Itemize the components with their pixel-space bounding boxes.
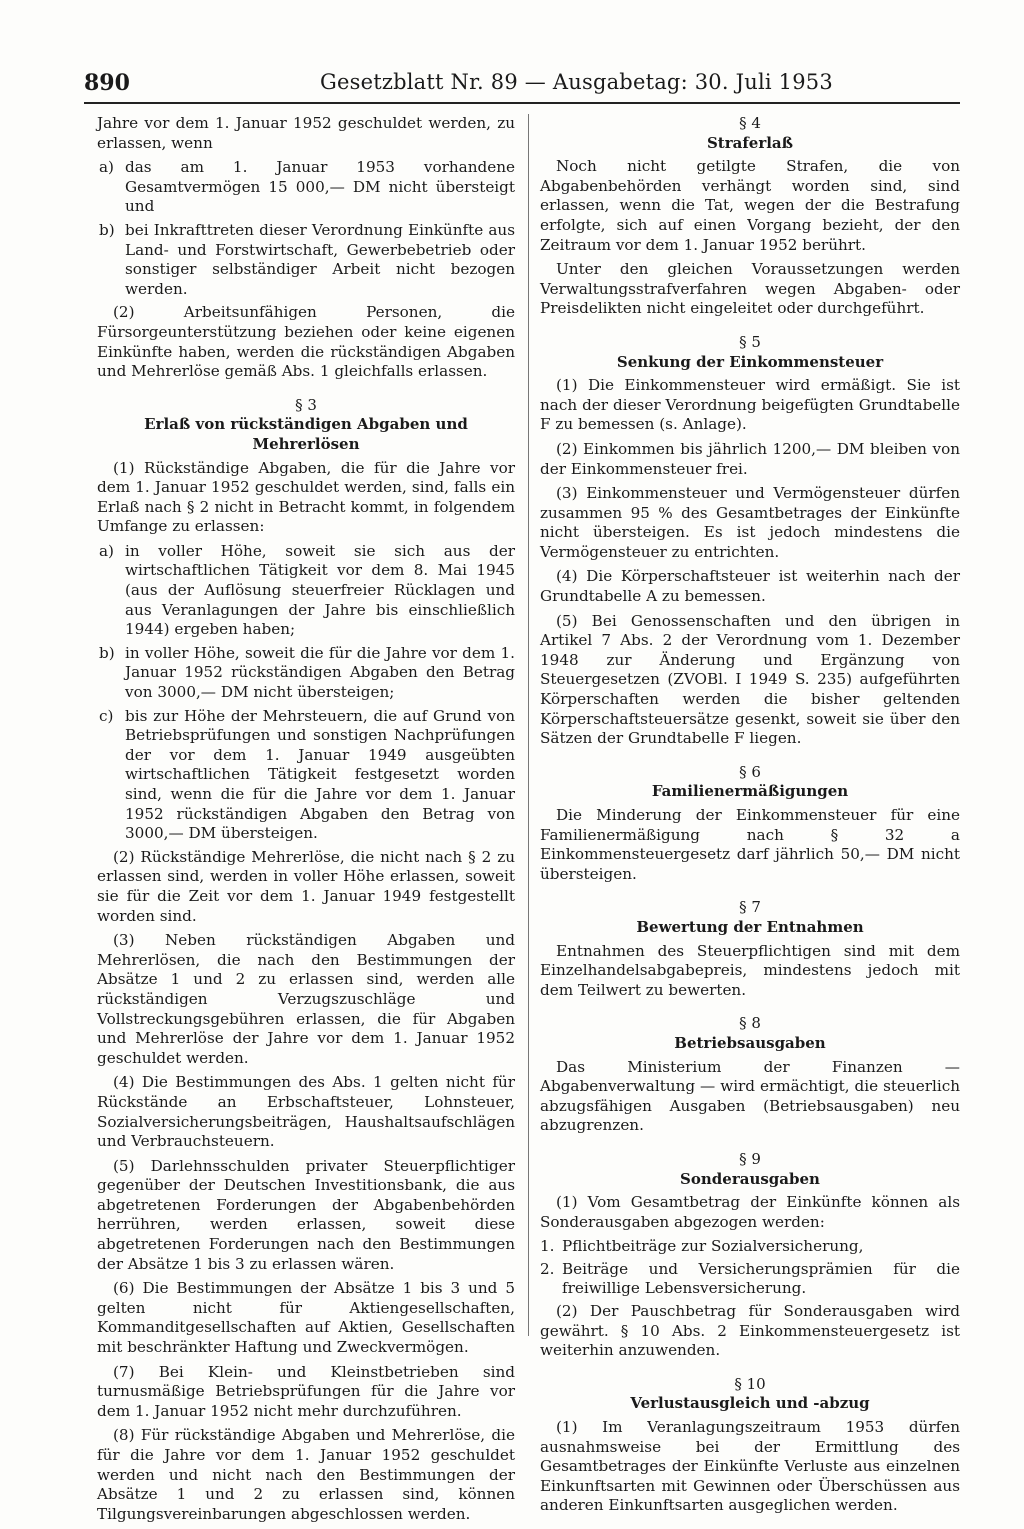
paragraph: (1) Rückständige Abgaben, die für die Jahre vor dem 1. Januar 1952 geschuldet werden, sind, falls ein Erlaß nach § 2 nicht in Betracht kommt, in folgendem Umfange zu erlassen: [97, 458, 515, 536]
list-item: a) in voller Höhe, soweit sie sich aus der wirtschaftlichen Tätigkeit vor dem 8. Mai 1945 (aus der Auflösung steuerfreier Rücklagen und aus Veranlagungen der Jahre bis einschließlich 1944) ergeben haben; [99, 541, 515, 639]
section-heading [540, 114, 960, 153]
section-number: § 9 [739, 1149, 761, 1168]
section-number: § 4 [739, 114, 761, 132]
list-item: 1. Pflichtbeiträge zur Sozialversicherung, [540, 1237, 864, 1256]
paragraph: (3) Einkommensteuer und Vermögensteuer dürfen zusammen 95 % des Gesamtbetrages der Einkünfte nicht übersteigen. Es ist jedoch mindestens die Vermögensteuer zu entrichten. [540, 484, 960, 561]
paragraph: (5) Darlehnsschulden privater Steuerpflichtiger gegenüber der Deutschen Investitionsbank, die aus abgetretenen Forderungen der Abgabenbehörden herrühren, werden erlassen, soweit diese abgetretenen Forderungen nach den Bestimmungen der Absätze 1 bis 3 zu erlassen wären. [97, 1156, 515, 1273]
paragraph: (4) Die Bestimmungen des Abs. 1 gelten nicht für Rückstände an Erbschaftsteuer, Lohnsteuer, Sozialversicherungsbeiträgen, Haushaltsaufschlägen und Verbrauchsteuern. [97, 1073, 515, 1151]
paragraph: (1) Im Veranlagungszeitraum 1953 dürfen ausnahmsweise bei der Ermittlung des Gesamtbetrages der Einkünfte Verluste aus einzelnen Einkunftsarten mit Gewinnen oder Überschüssen aus anderen Einkunftsarten ausgeglichen werden. [540, 1418, 960, 1515]
right-column [540, 114, 960, 1521]
gazette-title: Gesetzblatt Nr. 89 — Ausgabetag: 30. Juli 1953 [320, 70, 833, 94]
paragraph: (7) Bei Klein- und Kleinstbetrieben sind turnusmäßige Betriebsprüfungen für die Jahre vor dem 1. Januar 1952 nicht mehr durchzuführen. [97, 1362, 515, 1420]
paragraph: (2) Der Pauschbetrag für Sonderausgaben wird gewährt. § 10 Abs. 2 Einkommensteuergesetz ist weiterhin anzuwenden. [540, 1302, 960, 1360]
section-number: § 7 [739, 898, 761, 917]
section-title: Erlaß von rückständigen Abgaben und Mehrerlösen [144, 415, 468, 453]
paragraph: Die Minderung der Einkommensteuer für eine Familienermäßigung nach § 32 a Einkommensteuergesetz darf jährlich 50,— DM nicht übersteigen. [540, 806, 960, 883]
paragraph: Entnahmen des Steuerpflichtigen sind mit dem Einzelhandelsabgabepreis, mindestens jedoch mit dem Teilwert zu bewerten. [540, 941, 960, 999]
section-heading [540, 1014, 960, 1053]
section-number: § 10 [734, 1374, 766, 1393]
section-heading [540, 1375, 960, 1414]
paragraph: Noch nicht getilgte Strafen, die von Abgabenbehörden verhängt worden sind, sind erlassen, wenn die Tat, wegen der die Bestrafung erfolgte, sich auf einen Vorgang bezieht, der den Zeitraum vor dem 1. Januar 1952 berührt. [540, 157, 960, 254]
list-item: 2. Beiträge und Versicherungsprämien für die freiwillige Lebensversicherung. [540, 1259, 960, 1298]
section-title: Bewertung der Entnahmen [636, 917, 864, 936]
paragraph: Unter den gleichen Voraussetzungen werden Verwaltungsstrafverfahren wegen Abgaben- oder Preisdelikten nicht eingeleitet oder durchgeführt. [540, 260, 960, 318]
paragraph: (3) Neben rückständigen Abgaben und Mehrerlösen, die nach den Bestimmungen der Absätze 1 und 2 zu erlassen sind, werden alle rückständigen Verzugszuschläge und Vollstreckungsgebühren erlassen, die für Abgaben und Mehrerlöse der Jahre vor dem 1. Januar 1952 geschuldet werden. [97, 931, 515, 1067]
section-number: § 5 [739, 332, 761, 351]
section-title: Betriebsausgaben [674, 1033, 826, 1052]
list-item: c) bis zur Höhe der Mehrsteuern, die auf Grund von Betriebsprüfungen und sonstigen Nachprüfungen der vor dem 1. Januar 1949 ausgeübten wirtschaftlichen Tätigkeit festgesetzt worden sind, wenn die für die Jahre vor dem 1. Januar 1952 rückständigen Abgaben den Betrag von 3000,— DM übersteigen. [99, 706, 515, 843]
paragraph: (2) Rückständige Mehrerlöse, die nicht nach § 2 zu erlassen sind, werden in voller Höhe erlassen, soweit sie für die Zeit vor dem 1. Januar 1949 festgestellt worden sind. [97, 847, 515, 925]
list-item: a) das am 1. Januar 1953 vorhandene Gesamtvermögen 15 000,— DM nicht übersteigt und [99, 158, 515, 216]
paragraph: (6) Die Bestimmungen der Absätze 1 bis 3 und 5 gelten nicht für Aktiengesellschaften, Kommanditgesellschaften auf Aktien, Gesellschaften mit beschränkter Haftung und Zweckvermögen. [97, 1279, 515, 1357]
paragraph: (4) Die Körperschaftsteuer ist weiterhin nach der Grundtabelle A zu bemessen. [540, 567, 960, 606]
paragraph: (2) Einkommen bis jährlich 1200,— DM bleiben von der Einkommensteuer frei. [540, 439, 960, 478]
page-header [84, 64, 960, 104]
paragraph: (8) Für rückständige Abgaben und Mehrerlöse, die für die Jahre vor dem 1. Januar 1952 geschuldet werden und nicht nach den Bestimmungen der Absätze 1 und 2 zu erlassen sind, können Tilgungsvereinbarungen abgeschlossen werden. [97, 1426, 515, 1523]
paragraph: (1) Vom Gesamtbetrag der Einkünfte können als Sonderausgaben abgezogen werden: [540, 1193, 960, 1231]
list-item: b) bei Inkrafttreten dieser Verordnung Einkünfte aus Land- und Forstwirtschaft, Gewerbebetrieb oder sonstiger selbständiger Arbeit nicht bezogen werden. [99, 220, 515, 298]
section-title: Verlustausgleich und -abzug [630, 1394, 870, 1413]
paragraph: (2) Arbeitsunfähigen Personen, die Fürsorgeunterstützung beziehen oder keine eigenen Einkünfte haben, werden die rückständigen Abgaben und Mehrerlöse gemäß Abs. 1 gleichfalls erlassen. [97, 303, 515, 381]
paragraph: (5) Bei Genossenschaften und den übrigen in Artikel 7 Abs. 2 der Verordnung vom 1. Dezember 1948 zur Änderung und Ergänzung von Steuergesetzen (ZVOBl. I 1949 S. 235) aufgeführten Körperschaften werden die bisher geltenden Körperschaftsteuersätze gesenkt, soweit sie über den Sätzen der Grundtabelle F liegen. [540, 611, 960, 748]
paragraph: Das Ministerium der Finanzen — Abgabenverwaltung — wird ermächtigt, die steuerlich abzugsfähigen Ausgaben (Betriebsausgaben) neu abzugrenzen. [540, 1057, 960, 1135]
section-title: Senkung der Einkommensteuer [616, 352, 884, 371]
left-column [97, 114, 515, 1529]
section-heading [540, 333, 960, 372]
section-number: § 6 [739, 762, 761, 781]
section-number: § 3 [295, 395, 317, 414]
section-title: Sonderausgaben [680, 1169, 820, 1188]
paragraph: Jahre vor dem 1. Januar 1952 geschuldet werden, zu erlassen, wenn [97, 114, 515, 152]
section-title: Familienermäßigungen [651, 782, 849, 801]
section-heading [540, 763, 960, 802]
section-number: § 8 [739, 1014, 761, 1033]
section-heading [540, 1150, 960, 1189]
page-number: 890 [84, 70, 130, 96]
section-heading [540, 898, 960, 937]
column-divider [528, 114, 529, 1336]
list-item: b) in voller Höhe, soweit die für die Jahre vor dem 1. Januar 1952 rückständigen Abgaben den Betrag von 3000,— DM nicht übersteigen; [99, 643, 515, 702]
section-title: Straferlaß [706, 133, 794, 152]
section-heading [97, 396, 515, 455]
paragraph: (1) Die Einkommensteuer wird ermäßigt. Sie ist nach der dieser Verordnung beigefügten Grundtabelle F zu bemessen (s. Anlage). [540, 376, 960, 434]
